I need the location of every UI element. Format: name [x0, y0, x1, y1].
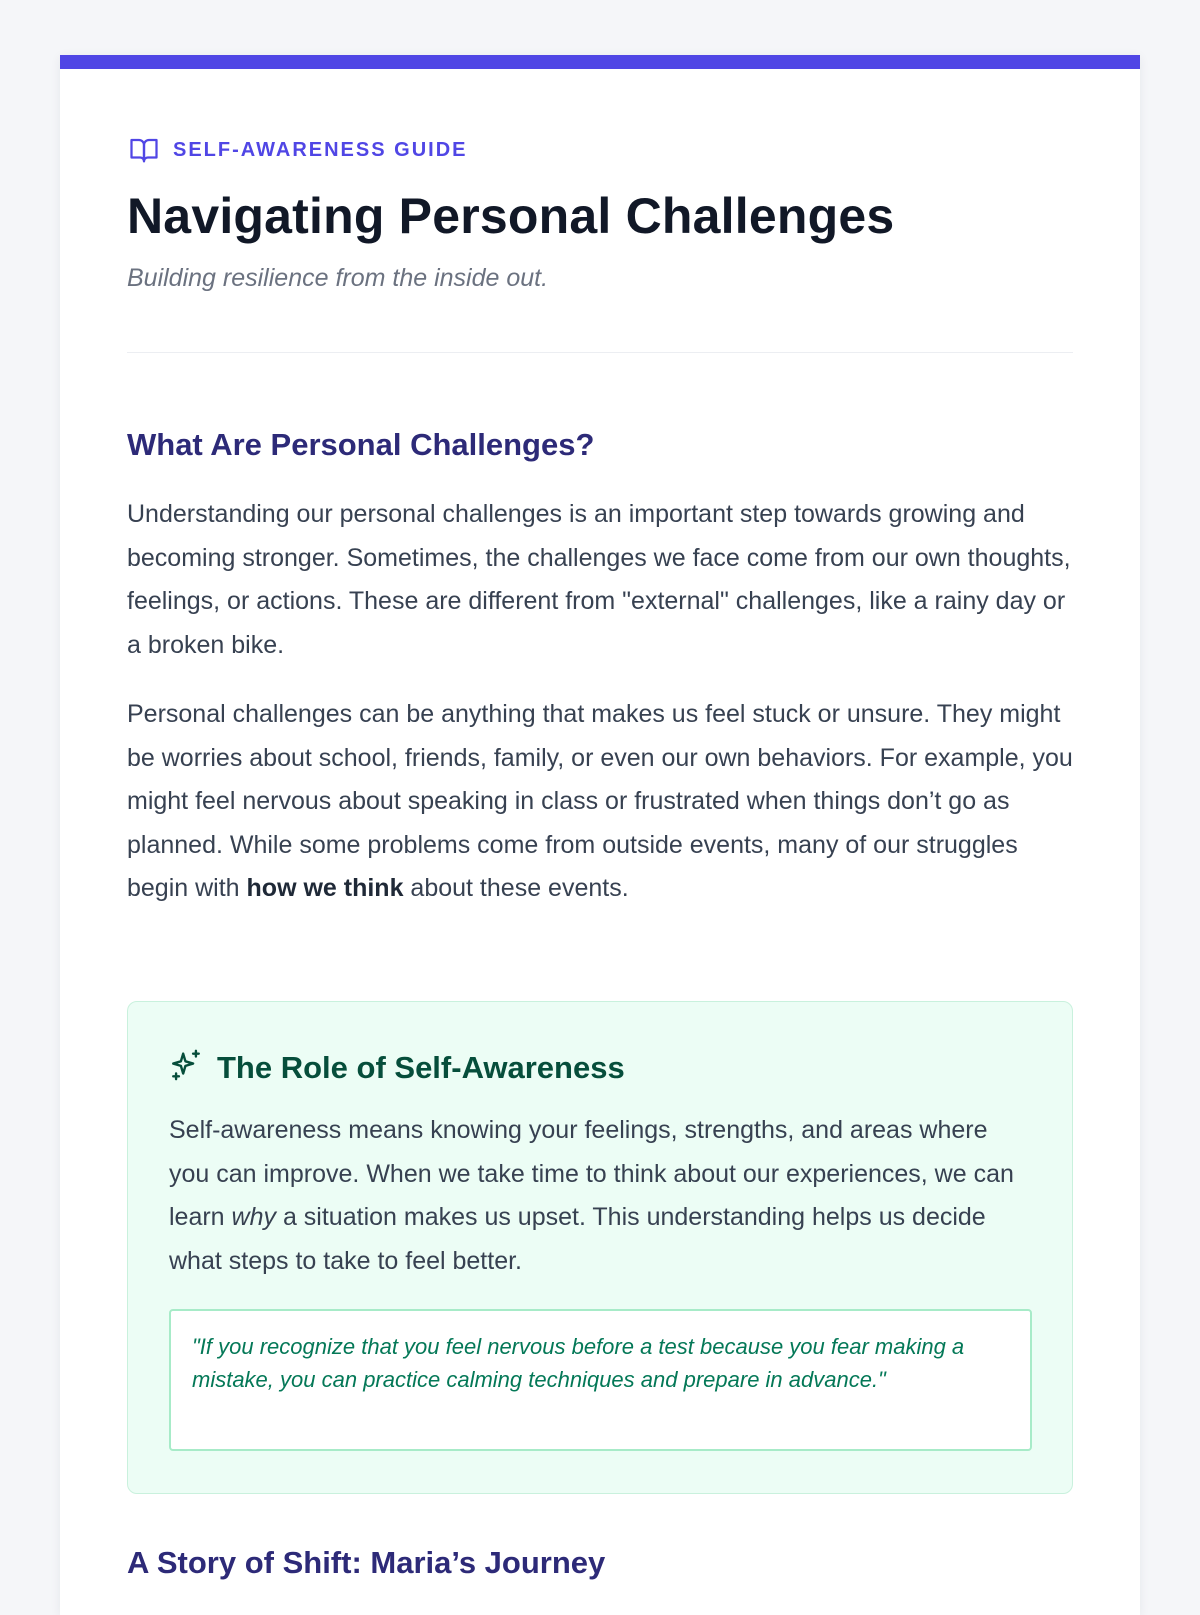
page-title: Navigating Personal Challenges: [127, 188, 895, 244]
eyebrow-label: SELF-AWARENESS GUIDE: [173, 138, 468, 161]
paragraph-examples-text: Personal challenges can be anything that makes us feel stuck or unsure. They might be worries about school, friends, family, or even our own behaviors. For example, you might feel nervous about speaking in class or frustrated when things don’t go as planned. While some problems come from outside events, many of our struggles begin with: [127, 700, 1073, 902]
book-open-icon: [127, 135, 161, 165]
callout-text-start: Self-awareness means knowing your feelings, strengths, and areas where you can improve. When we take time to think about our experiences, we can learn: [169, 1116, 1014, 1231]
sparkles-icon: [169, 1048, 203, 1087]
emphasis-why: why: [231, 1203, 277, 1231]
paragraph-examples: [127, 693, 1073, 911]
section-heading-personal-challenges: What Are Personal Challenges?: [127, 427, 595, 462]
callout-heading: The Role of Self-Awareness: [217, 1049, 625, 1085]
self-awareness-callout: [127, 1001, 1073, 1494]
callout-header: [169, 1048, 625, 1087]
eyebrow: [127, 135, 467, 165]
section-heading-marias-journey: A Story of Shift: Maria’s Journey: [127, 1545, 606, 1580]
paragraph-intro: Understanding our personal challenges is an important step towards growing and becoming stronger. Sometimes, the challenges we face come from our own thoughts, feelings, or actions. These are different from "external" challenges, like a rainy day or a broken bike.: [127, 500, 1071, 659]
paragraph-examples-end: about these events.: [403, 874, 629, 902]
emphasis-how-we-think: how we think: [246, 874, 404, 902]
callout-text-end: a situation makes us upset. This understanding helps us decide what steps to take to feel better.: [169, 1203, 986, 1275]
example-quote: "If you recognize that you feel nervous before a test because you fear making a mistake, you can practice calming techniques and prepare in advance.": [169, 1309, 1032, 1451]
callout-paragraph: [169, 1109, 1029, 1283]
page-subtitle: Building resilience from the inside out.: [127, 264, 549, 292]
article-card: [60, 55, 1140, 1615]
header-divider: [127, 352, 1073, 353]
